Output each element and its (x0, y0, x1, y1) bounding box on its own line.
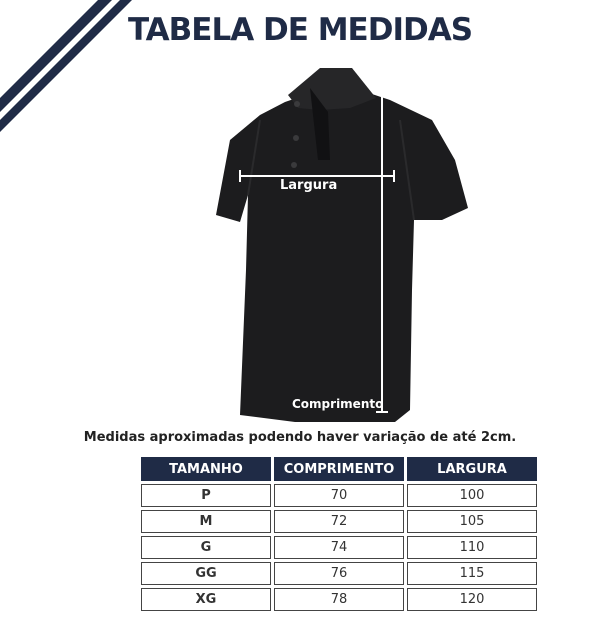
table-row (141, 510, 537, 533)
size-cell: G (141, 536, 271, 559)
length-cell: 70 (274, 484, 404, 507)
header-width: LARGURA (407, 457, 537, 481)
size-table (138, 454, 540, 614)
length-cell: 74 (274, 536, 404, 559)
size-cell: M (141, 510, 271, 533)
table-row (141, 562, 537, 585)
width-cell: 105 (407, 510, 537, 533)
length-label: Comprimento (292, 397, 384, 411)
width-cell: 110 (407, 536, 537, 559)
table-row (141, 536, 537, 559)
length-cell: 76 (274, 562, 404, 585)
header-size: TAMANHO (141, 457, 271, 481)
width-cell: 115 (407, 562, 537, 585)
length-cell: 78 (274, 588, 404, 611)
header-length: COMPRIMENTO (274, 457, 404, 481)
size-cell: P (141, 484, 271, 507)
table-row (141, 588, 537, 611)
shirt-illustration (200, 60, 490, 430)
size-cell: GG (141, 562, 271, 585)
width-cell: 120 (407, 588, 537, 611)
page-title: TABELA DE MEDIDAS (127, 12, 473, 48)
measurement-note: Medidas aproximadas podendo haver variação de até 2cm. (83, 430, 517, 445)
width-cell: 100 (407, 484, 537, 507)
width-label: Largura (280, 178, 338, 193)
table-header-row (141, 457, 537, 481)
length-cell: 72 (274, 510, 404, 533)
table-row (141, 484, 537, 507)
size-cell: XG (141, 588, 271, 611)
